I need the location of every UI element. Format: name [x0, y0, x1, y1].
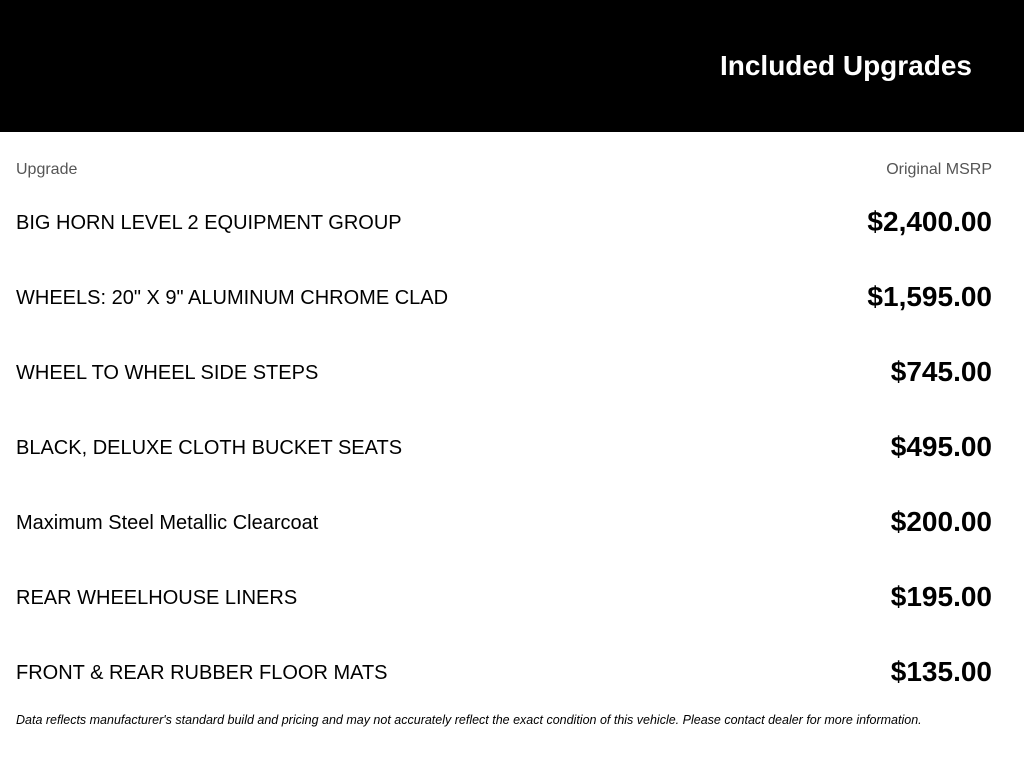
upgrade-price: $195.00 — [890, 581, 992, 612]
upgrades-list — [16, 185, 992, 710]
upgrade-name: FRONT & REAR RUBBER FLOOR MATS — [16, 662, 388, 684]
upgrade-price: $1,595.00 — [867, 281, 992, 312]
upgrade-column-header: Upgrade — [16, 161, 78, 178]
upgrade-price: $495.00 — [890, 431, 992, 462]
upgrade-row — [16, 335, 992, 410]
upgrade-name: BLACK, DELUXE CLOTH BUCKET SEATS — [16, 437, 403, 459]
disclaimer-text: Data reflects manufacturer's standard build and pricing and may not accurately reflect the exact condition of this vehicle. Please contact dealer for more information. — [16, 713, 922, 727]
upgrade-row — [16, 260, 992, 335]
header-banner — [0, 0, 1024, 132]
upgrade-price: $2,400.00 — [867, 206, 992, 237]
upgrade-price: $745.00 — [890, 356, 992, 387]
upgrade-price: $135.00 — [890, 656, 992, 687]
column-headers — [16, 160, 992, 180]
upgrade-price: $200.00 — [890, 506, 992, 537]
msrp-column-header: Original MSRP — [886, 161, 992, 178]
upgrade-row — [16, 410, 992, 485]
upgrade-name: WHEELS: 20" X 9" ALUMINUM CHROME CLAD — [16, 287, 449, 309]
upgrade-name: BIG HORN LEVEL 2 EQUIPMENT GROUP — [16, 212, 402, 234]
upgrade-row — [16, 635, 992, 710]
upgrade-name: WHEEL TO WHEEL SIDE STEPS — [16, 362, 319, 384]
page-title: Included Upgrades — [719, 50, 972, 81]
upgrade-row — [16, 485, 992, 560]
upgrade-name: REAR WHEELHOUSE LINERS — [16, 587, 298, 609]
upgrade-row — [16, 560, 992, 635]
upgrade-row — [16, 185, 992, 260]
upgrade-name: Maximum Steel Metallic Clearcoat — [16, 512, 319, 534]
